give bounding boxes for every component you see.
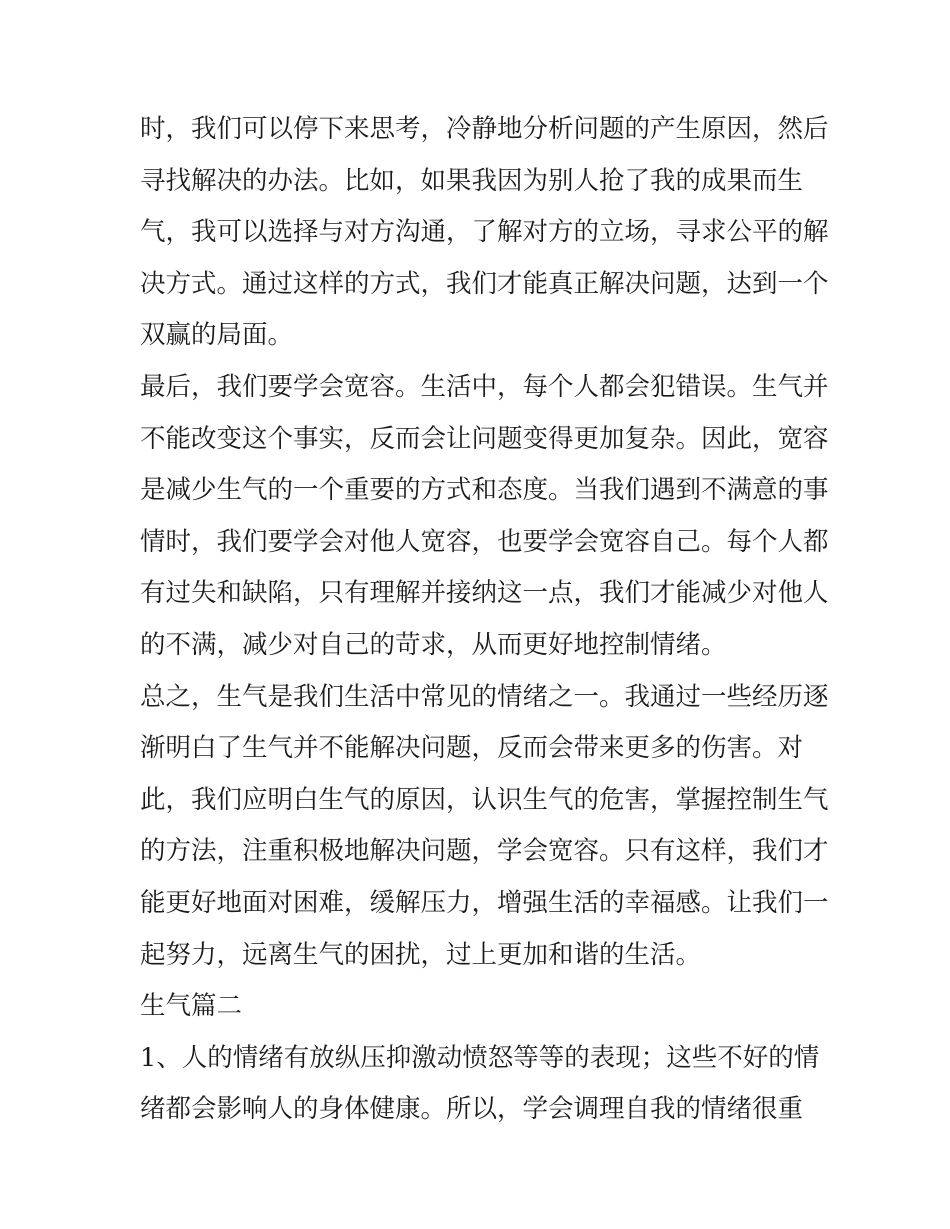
text-line: 寻找解决的办法。比如，如果我因为别人抢了我的成果而生 — [140, 165, 804, 196]
text-line: 最后，我们要学会宽容。生活中，每个人都会犯错误。生气并 — [140, 371, 829, 402]
section-heading: 生气篇二 — [140, 991, 243, 1022]
text-line: 绪都会影响人的身体健康。所以，学会调理自我的情绪很重 — [140, 1094, 804, 1125]
text-line: 是减少生气的一个重要的方式和态度。当我们遇到不满意的事 — [140, 475, 829, 506]
text-line: 起努力，远离生气的困扰，过上更加和谐的生活。 — [140, 939, 702, 970]
text-line: 时，我们可以停下来思考，冷静地分析问题的产生原因，然后 — [140, 114, 829, 144]
text-line: 的不满，减少对自己的苛求，从而更好地控制情绪。 — [140, 629, 727, 660]
text-line: 总之，生气是我们生活中常见的情绪之一。我通过一些经历逐 — [140, 681, 829, 712]
text-line: 能更好地面对困难，缓解压力，增强生活的幸福感。让我们一 — [140, 887, 829, 918]
text-line: 有过失和缺陷，只有理解并接纳这一点，我们才能减少对他人 — [140, 578, 829, 609]
text-line: 决方式。通过这样的方式，我们才能真正解决问题，达到一个 — [140, 268, 829, 299]
text-line: 此，我们应明白生气的原因，认识生气的危害，掌握控制生气 — [140, 784, 829, 815]
body-text — [140, 104, 829, 1136]
text-line: 气，我可以选择与对方沟通，了解对方的立场，寻求公平的解 — [140, 217, 829, 248]
text-line: 双赢的局面。 — [140, 320, 294, 351]
text-line: 情时，我们要学会对他人宽容，也要学会宽容自己。每个人都 — [140, 526, 829, 557]
text-line: 的方法，注重积极地解决问题，学会宽容。只有这样，我们才 — [140, 836, 829, 867]
text-line: 渐明白了生气并不能解决问题，反而会带来更多的伤害。对 — [140, 733, 804, 764]
text-line: 不能改变这个事实，反而会让问题变得更加复杂。因此，宽容 — [140, 423, 829, 454]
text-line: 1、人的情绪有放纵压抑激动愤怒等等的表现；这些不好的情 — [140, 1042, 820, 1073]
